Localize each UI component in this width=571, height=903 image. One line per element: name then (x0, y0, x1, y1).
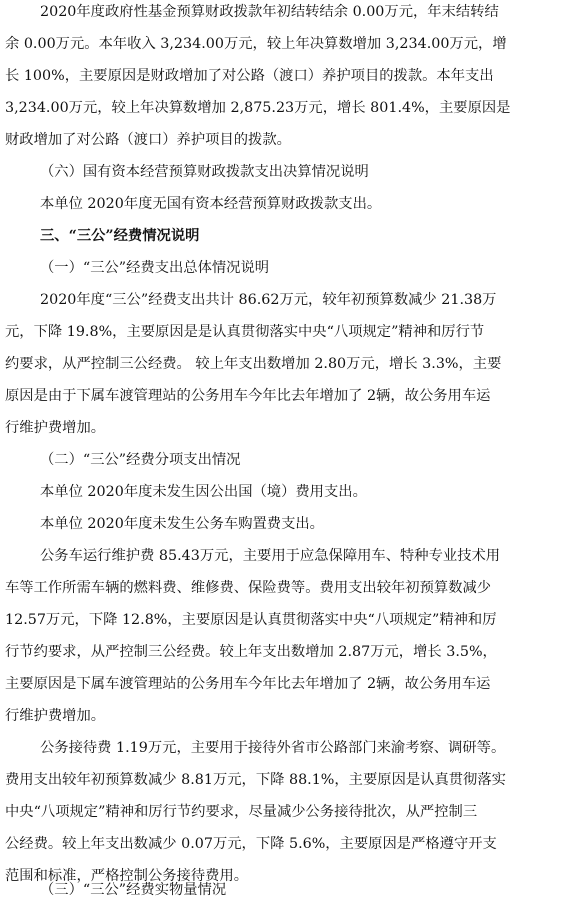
subsection-heading: （一）“三公”经费支出总体情况说明 (40, 260, 270, 276)
paragraph-line: 元，下降 19.8%，主要原因是是认真贯彻落实中央“八项规定”精神和厉行节 (5, 324, 485, 340)
paragraph-line: 车等工作所需车辆的燃料费、维修费、保险费等。费用支出较年初预算数减少 (5, 580, 492, 596)
paragraph-line: 2020年度政府性基金预算财政拨款年初结转结余 0.00万元，年末结转结 (40, 4, 499, 20)
paragraph-line: 公务车运行维护费 85.43万元，主要用于应急保障用车、特种专业技术用 (40, 548, 501, 564)
paragraph-line: 本单位 2020年度无国有资本经营预算财政拨款支出。 (40, 196, 382, 212)
paragraph-line: 约要求，从严控制三公经费。 较上年支出数增加 2.80万元，增长 3.3%，主要 (5, 356, 502, 372)
paragraph-line: 主要原因是下属车渡管理站的公务用车今年比去年增加了 2辆，故公务用车运 (5, 676, 491, 692)
paragraph-line: 2020年度“三公”经费支出共计 86.62万元，较年初预算数减少 21.38万 (40, 292, 497, 308)
paragraph-line: 范围和标准，严格控制公务接待费用。 (5, 868, 249, 884)
paragraph-line: 长 100%，主要原因是财政增加了对公路（渡口）养护项目的拨款。本年支出 (5, 68, 494, 84)
paragraph-line: 公务接待费 1.19万元，主要用于接待外省市公路部门来渝考察、调研等。 (40, 740, 506, 756)
paragraph-line: 余 0.00万元。本年收入 3,234.00万元，较上年决算数增加 3,234.00万元，增 (5, 36, 507, 52)
paragraph-line: 3,234.00万元，较上年决算数增加 2,875.23万元，增长 801.4%，主要原因是 (5, 100, 511, 116)
paragraph-line: 本单位 2020年度未发生公务车购置费支出。 (40, 516, 324, 532)
paragraph-line: 原因是由于下属车渡管理站的公务用车今年比去年增加了 2辆，故公务用车运 (5, 388, 491, 404)
paragraph-line: 公经费。较上年支出数减少 0.07万元，下降 5.6%，主要原因是严格遵守开支 (5, 836, 497, 852)
section-heading: 三、“三公”经费情况说明 (40, 228, 200, 244)
paragraph-line: 中央“八项规定”精神和厉行节约要求，尽量减少公务接待批次，从严控制三 (5, 804, 478, 820)
paragraph-line: 本单位 2020年度未发生因公出国（境）费用支出。 (40, 484, 367, 500)
paragraph-line: 行维护费增加。 (5, 708, 106, 724)
paragraph-line: 费用支出较年初预算数减少 8.81万元，下降 88.1%，主要原因是认真贯彻落实 (5, 772, 506, 788)
paragraph-line: 财政增加了对公路（渡口）养护项目的拨款。 (5, 132, 291, 148)
paragraph-line: 行节约要求，从严控制三公经费。较上年支出数增加 2.87万元，增长 3.5%， (5, 644, 497, 660)
subsection-heading: （六）国有资本经营预算财政拨款支出决算情况说明 (40, 164, 369, 180)
paragraph-line: 行维护费增加。 (5, 420, 106, 436)
subsection-heading: （二）“三公”经费分项支出情况 (40, 452, 241, 468)
paragraph-line: 12.57万元，下降 12.8%，主要原因是认真贯彻落实中央“八项规定”精神和厉 (5, 612, 497, 628)
subsection-heading: （三）“三公”经费实物量情况 (40, 882, 227, 898)
